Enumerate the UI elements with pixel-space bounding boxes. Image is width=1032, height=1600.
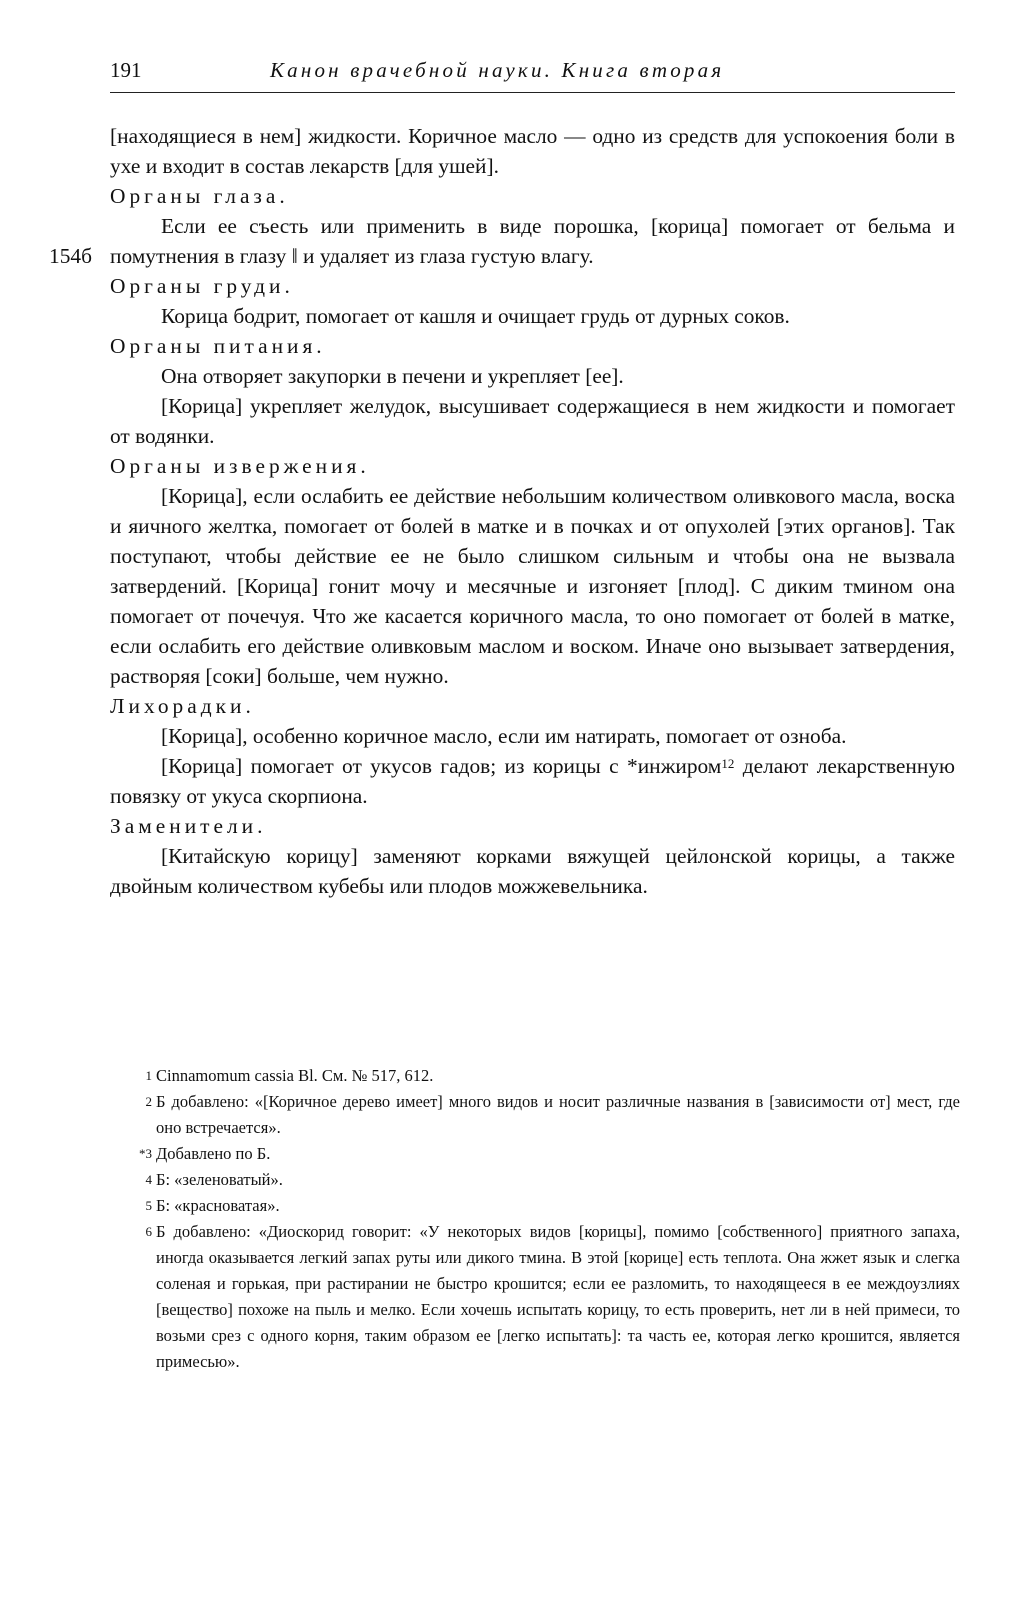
footnote-mark: 2 — [145, 1094, 152, 1109]
paragraph-part: [Корица] помогает от укусов гадов; из корицы с *инжиром — [161, 754, 722, 778]
footnote — [110, 1193, 960, 1219]
paragraph: Она отворяет закупорки в печени и укрепляет [ее]. — [161, 364, 624, 388]
footnote-text: Б добавлено: «[Коричное дерево имеет] много видов и носит различные названия в [зависимости от] мест, где оно встречается». — [156, 1092, 960, 1137]
section-heading-fevers: Лихорадки. — [110, 694, 255, 718]
paragraph: Если ее съесть или применить в виде порошка, [корица] помогает от бельма и помутнения в глазу ‖ и удаляет из глаза густую влагу. — [110, 214, 955, 268]
paragraph: [Корица] укрепляет желудок, высушивает содержащиеся в нем жидкости и помогает от водянки. — [110, 394, 955, 448]
footnote-reference: 12 — [721, 756, 735, 771]
section-heading-substitutes: Заменители. — [110, 814, 267, 838]
footnote-text: Cinnamomum cassia Bl. См. № 517, 612. — [156, 1066, 434, 1085]
paragraph-part: и удаляет из глаза густую влагу. — [303, 244, 594, 268]
paragraph-part: Если ее съесть или применить в виде порошка, [корица] помогает от бельма и помутнения в глазу — [110, 214, 955, 268]
margin-folio-note: 154б — [49, 244, 92, 268]
header-rule — [110, 92, 955, 93]
footnote-text: Б: «зеленоватый». — [156, 1170, 283, 1189]
paragraph: [Корица], особенно коричное масло, если им натирать, помогает от озноба. — [161, 724, 847, 748]
section-heading-nutrition: Органы питания. — [110, 334, 326, 358]
footnote-text: Б добавлено: «Диоскорид говорит: «У некоторых видов [корицы], помимо [собственного] приятного запаха, иногда оказывается легкий запах руты или дикого тмина. В этой [корице] есть теплота. Она жжет язык и слегка соленая и горькая, при растирании не быстро крошится; если ее разломить, то находящееся в ее междоузлиях [вещество] похоже на пыль и мелко. Если хочешь испытать корицу, то есть проверить, нет ли в ней примеси, то возьми срез с одного корня, таким образом ее [легко испытать]: та часть ее, которая легко крошится, является примесью». — [156, 1222, 960, 1371]
page-number: 191 — [110, 58, 142, 82]
footnote — [110, 1089, 960, 1141]
section-heading-chest: Органы груди. — [110, 274, 294, 298]
footnote — [110, 1063, 960, 1089]
page-header — [110, 58, 955, 98]
main-text — [49, 121, 956, 901]
section-heading-eyes: Органы глаза. — [110, 184, 289, 208]
running-title: Канон врачебной науки. Книга вторая — [270, 58, 725, 82]
paragraph: [находящиеся в нем] жидкости. Коричное масло — одно из средств для успокоения боли в ухе и входит в состав лекарств [для ушей]. — [110, 124, 955, 178]
paragraph — [110, 751, 955, 811]
footnote-mark: 6 — [145, 1224, 152, 1239]
footnotes — [110, 1063, 960, 1375]
paragraph-part: делают лекарственную повязку от укуса скорпиона. — [110, 754, 956, 808]
footnote-mark: 1 — [145, 1068, 152, 1083]
footnote-text: Б: «красноватая». — [156, 1196, 280, 1215]
paragraph: [Корица], если ослабить ее действие небольшим количеством оливкового масла, воска и яичного желтка, помогает от болей в матке и в почках и от опухолей [этих органов]. Так поступают, чтобы действие ее не было слишком сильным и чтобы она не вызвала затвердений. [Корица] гонит мочу и месячные и изгоняет [плод]. С диким тмином она помогает от почечуя. Что же касается коричного масла, то оно помогает от болей в матке, если ослабить его действие оливковым маслом и воском. Иначе оно вызывает затвердения, растворяя [соки] больше, чем нужно. — [110, 484, 955, 688]
footnote-mark: 5 — [145, 1198, 152, 1213]
footnote — [110, 1167, 960, 1193]
paragraph: [Китайскую корицу] заменяют корками вяжущей цейлонской корицы, а также двойным количеством кубебы или плодов можжевельника. — [110, 844, 955, 898]
footnote — [110, 1219, 960, 1375]
footnote-mark: 4 — [145, 1172, 152, 1187]
paragraph: Корица бодрит, помогает от кашля и очищает грудь от дурных соков. — [161, 304, 790, 328]
footnote — [110, 1141, 960, 1167]
footnote-text: Добавлено по Б. — [156, 1144, 271, 1163]
section-heading-excretion: Органы извержения. — [110, 454, 370, 478]
footnote-mark: *3 — [139, 1146, 152, 1161]
